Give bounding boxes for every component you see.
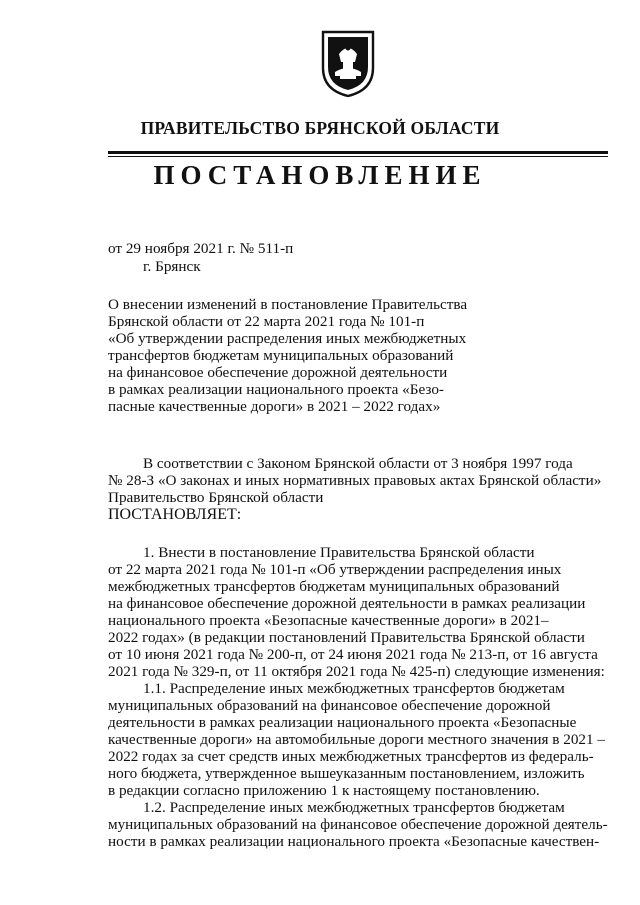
subject-line: трансфертов бюджетам муниципальных образований [108, 347, 454, 364]
body-line: на финансовое обеспечение дорожной деятельности в рамках реализации [108, 595, 586, 612]
body-line: в редакции согласно приложению 1 к настоящему постановлению. [108, 782, 540, 799]
body-line: деятельности в рамках реализации национального проекта «Безопасные [108, 714, 577, 731]
date-number-line: от 29 ноября 2021 г. № 511-п [108, 240, 294, 257]
body-line: 2022 годах» (в редакции постановлений Правительства Брянской области [108, 629, 585, 646]
preamble-line: Правительство Брянской области [108, 489, 324, 506]
body-line: 1. Внести в постановление Правительства Брянской области [143, 544, 535, 561]
body-line: 2022 годах за счет средств иных межбюджетных трансфертов из федераль- [108, 748, 594, 765]
body-line: качественные дороги» на автомобильные дороги местного значения в 2021 – [108, 731, 606, 748]
body-line: 1.2. Распределение иных межбюджетных трансфертов бюджетам [143, 799, 565, 816]
document-type-title: ПОСТАНОВЛЕНИЕ [153, 160, 487, 190]
body-line: муниципальных образований на финансовое обеспечение дорожной [108, 697, 551, 714]
body-line: ного бюджета, утвержденное вышеуказанным постановлением, изложить [108, 765, 585, 782]
header-divider-thin [108, 156, 608, 157]
government-title: ПРАВИТЕЛЬСТВО БРЯНСКОЙ ОБЛАСТИ [140, 118, 500, 138]
subject-line: на финансовое обеспечение дорожной деятельности [108, 364, 448, 381]
body-line: ности в рамках реализации национального проекта «Безопасные качествен- [108, 833, 600, 850]
body-line: от 22 марта 2021 года № 101-п «Об утверждении распределения иных [108, 561, 562, 578]
body-line: 1.1. Распределение иных межбюджетных трансфертов бюджетам [143, 680, 565, 697]
body-line: национального проекта «Безопасные качественные дороги» в 2021– [108, 612, 549, 629]
subject-line: «Об утверждении распределения иных межбюджетных [108, 330, 467, 347]
body-line: муниципальных образований на финансовое обеспечение дорожной деятель- [108, 816, 608, 833]
subject-line: пасные качественные дороги» в 2021 – 2022 годах» [108, 398, 441, 415]
city-line: г. Брянск [143, 258, 201, 275]
subject-line: О внесении изменений в постановление Правительства [108, 296, 468, 313]
body-line: от 10 июня 2021 года № 200-п, от 24 июня 2021 года № 213-п, от 16 августа [108, 646, 598, 663]
subject-line: Брянской области от 22 марта 2021 года № 101-п [108, 313, 425, 330]
subject-line: в рамках реализации национального проекта «Безо- [108, 381, 444, 398]
decree-word: ПОСТАНОВЛЯЕТ: [108, 506, 242, 523]
preamble-line: В соответствии с Законом Брянской области от 3 ноября 1997 года [143, 455, 573, 472]
body-line: межбюджетных трансфертов бюджетам муниципальных образований [108, 578, 560, 595]
preamble-line: № 28-З «О законах и иных нормативных правовых актах Брянской области» [108, 472, 602, 489]
body-line: 2021 года № 329-п, от 11 октября 2021 года № 425-п) следующие изменения: [108, 663, 605, 680]
header-divider-thick [108, 151, 608, 154]
bryansk-coat-of-arms-emblem [319, 28, 377, 98]
